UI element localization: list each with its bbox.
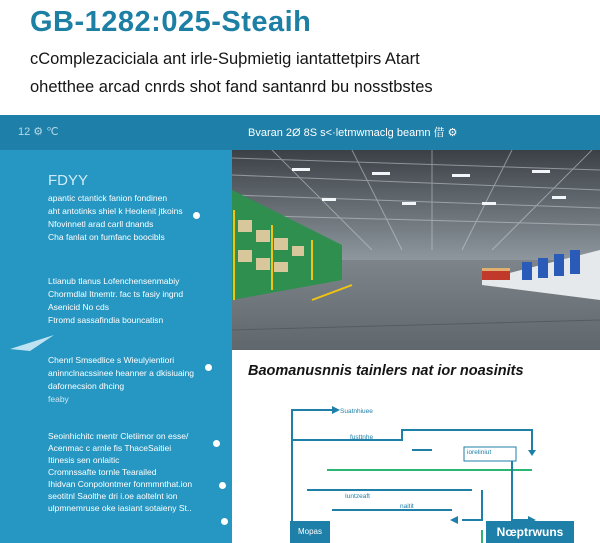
bullet-dot-icon: [193, 212, 200, 219]
sidebar-line: Nfovinnetl arad carll dnands: [48, 219, 154, 229]
band-left-text: 12 ⚙ ℃: [18, 126, 59, 138]
sidebar-heading: FDYY: [48, 172, 89, 189]
page-subtitle: cComplezacicialа ant irle-Suþmietig iantattetpirs Atart: [30, 50, 420, 68]
header: [0, 0, 600, 115]
sidebar-line: Chormdlal Itnemtr. fac ts fasiy ingnd: [48, 289, 184, 299]
page-subtitle-2: ohetthee arcad cnrds shot fand santanrd bu nosstbstes: [30, 78, 433, 96]
bullet-dot-icon: [219, 482, 226, 489]
diagram-label: Iuntzeaft: [345, 493, 370, 500]
sidebar-line: Cha fanlat on fumfanc boocibls: [48, 232, 165, 242]
sidebar-line: Chenrl Smsedlice s Wieulyientiori: [48, 355, 175, 365]
sidebar-block-2: [48, 275, 224, 327]
sidebar-line: Ihidvan Conpolontmer fonmmnthat.ion: [48, 479, 193, 489]
diagram-title: Baomanusnnis tainlers nat ior noasinits: [248, 363, 524, 379]
warehouse-photo: [232, 150, 600, 350]
bullet-dot-icon: [205, 364, 212, 371]
sidebar-line: ulpmnemruse oke iasiant sotaieny St..: [48, 503, 192, 513]
bullet-dot-icon: [221, 518, 228, 525]
diagram-box-right: Nœptrwuns: [486, 521, 574, 543]
sidebar-line: seotitnl Saolthe dri i.oe aoltelnt ion: [48, 491, 178, 501]
sidebar-block-3: [48, 354, 224, 406]
sidebar-line: Cromnssafte tornle Tearailed: [48, 467, 157, 477]
sidebar-line: Asenicid No cds: [48, 302, 109, 312]
sidebar: [0, 150, 232, 543]
sidebar-line: Ftromd sassafindia bouncatisn: [48, 315, 164, 325]
section-band: [0, 115, 600, 150]
sidebar-line: Seoinhichitc mentr Cletiimor on esse/: [48, 431, 189, 441]
sidebar-line: Ltianub tlanus Lofenchensenmabiy: [48, 276, 180, 286]
sidebar-line: Itinesis sen onlaitic: [48, 455, 120, 465]
sidebar-block-4: [48, 430, 224, 514]
diagram-label: Suatnhiuee: [340, 408, 373, 415]
pointer-arrow-icon: [10, 335, 54, 351]
sidebar-line: apantic ctantick fanion fondinen: [48, 193, 168, 203]
sidebar-line: feaby: [48, 394, 69, 404]
sidebar-line: Acenmac c arnle fis ThaceSaitiei: [48, 443, 172, 453]
page-title: GB-1282:025-Steaih: [30, 6, 312, 38]
diagram-box-left: Mopas: [290, 521, 330, 543]
sidebar-line: aninnclnacssinee heanner a dkisiuaing: [48, 368, 195, 378]
sidebar-line: dafornecsion dhcing: [48, 381, 125, 391]
diagram-label: naitit: [400, 503, 414, 510]
diagram-label: fusttnhe: [350, 434, 374, 441]
band-right-text: Bvaran 2Ø 8S s<·letmwmaclg beamn 借 ⚙: [248, 127, 458, 139]
bullet-dot-icon: [213, 440, 220, 447]
diagram-label: ioreliniut: [467, 449, 492, 456]
sidebar-line: aht antotinks shiel k Heolenit jtkoins: [48, 206, 183, 216]
